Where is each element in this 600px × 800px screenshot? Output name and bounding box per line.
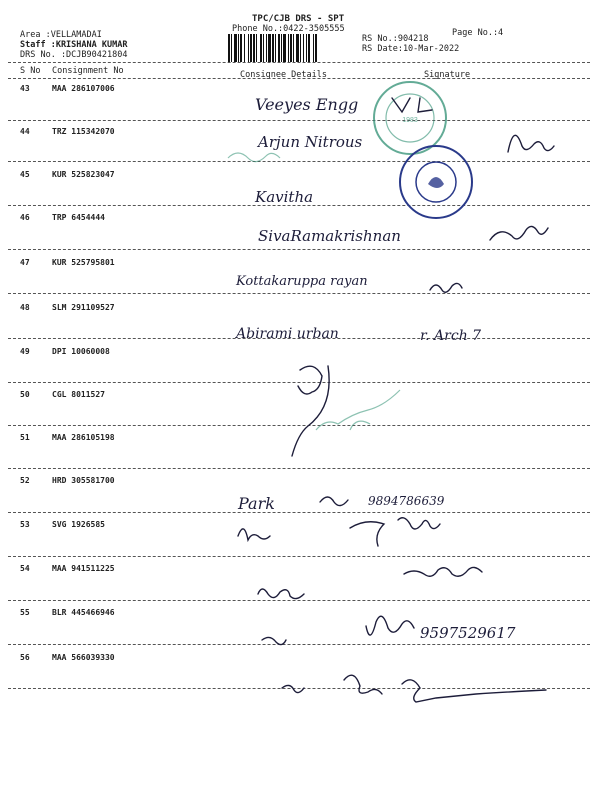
row-sno: 43	[20, 84, 30, 93]
row-consignment: KUR 525795801	[52, 258, 115, 267]
handwritten-consignee: Park	[238, 494, 275, 513]
row-sno: 50	[20, 390, 30, 399]
row-sno: 56	[20, 653, 30, 662]
svg-text:1983: 1983	[402, 117, 418, 124]
drs-title: TPC/CJB DRS - SPT	[252, 14, 345, 24]
handwritten-consignee: Veeyes Engg	[255, 95, 359, 114]
row-sno: 51	[20, 433, 30, 442]
signature-row-46	[490, 226, 548, 240]
row-consignment: HRD 305581700	[52, 476, 115, 485]
row-consignment: KUR 525823047	[52, 170, 115, 179]
col-consignee: Consignee Details	[240, 70, 327, 80]
row-consignment: MAA 286105198	[52, 433, 115, 442]
green-scribble-row-44	[228, 153, 280, 162]
signature-row-47	[430, 283, 462, 292]
handwritten-consignee: Kavitha	[255, 188, 314, 206]
col-signature: Signature	[424, 70, 471, 80]
row-sno: 46	[20, 213, 30, 222]
signature-row-52	[320, 497, 348, 506]
signature-row-56	[282, 675, 546, 702]
row-sno: 52	[20, 476, 30, 485]
row-sno: 44	[20, 127, 30, 136]
rs-number: RS No.:904218	[362, 34, 429, 44]
page-number: Page No.:4	[452, 28, 504, 38]
row-consignment: MAA 566039330	[52, 653, 115, 662]
signature-row-54	[258, 567, 482, 598]
green-scribble-row-50	[316, 390, 400, 430]
row-consignment: CGL 8011527	[52, 390, 105, 399]
row-sno: 48	[20, 303, 30, 312]
row-consignment: SVG 1926585	[52, 520, 105, 529]
phone-number: Phone No.:0422-3505555	[232, 24, 345, 34]
row-sno: 54	[20, 564, 30, 573]
handwritten-note: r. Arch 7	[420, 328, 482, 344]
row-consignment: DPI 10060008	[52, 347, 110, 356]
signature-row-55	[262, 616, 414, 644]
staff-label: Staff :KRISHANA KUMAR	[20, 40, 128, 50]
signature-row-49	[292, 366, 329, 456]
col-sno: S No	[20, 66, 41, 76]
handwritten-consignee: Abirami urban	[236, 326, 339, 342]
drs-number: DRS No. :DCJB90421804	[20, 50, 128, 60]
row-consignment: MAA 941511225	[52, 564, 115, 573]
row-consignment: TRP 6454444	[52, 213, 105, 222]
handwritten-consignee: Arjun Nitrous	[258, 133, 363, 151]
row-sno: 45	[20, 170, 30, 179]
handwritten-consignee: SivaRamakrishnan	[258, 227, 401, 245]
row-sno: 55	[20, 608, 30, 617]
row-consignment: BLR 445466946	[52, 608, 115, 617]
rs-date: RS Date:10-Mar-2022	[362, 44, 460, 54]
signature-row-44	[508, 135, 554, 152]
row-sno: 47	[20, 258, 30, 267]
row-sno: 53	[20, 520, 30, 529]
handwritten-phone: 9597529617	[420, 624, 516, 642]
area-label: Area :VELLAMADAI	[20, 30, 102, 40]
signature-row-53	[238, 518, 440, 546]
row-consignment: MAA 286107006	[52, 84, 115, 93]
handwritten-phone: 9894786639	[368, 494, 445, 508]
signature-row-43	[392, 98, 432, 112]
col-consignment: Consignment No	[52, 66, 124, 76]
handwritten-consignee: Kottakaruppa rayan	[236, 274, 368, 289]
row-consignment: TRZ 115342070	[52, 127, 115, 136]
row-sno: 49	[20, 347, 30, 356]
row-consignment: SLM 291109527	[52, 303, 115, 312]
